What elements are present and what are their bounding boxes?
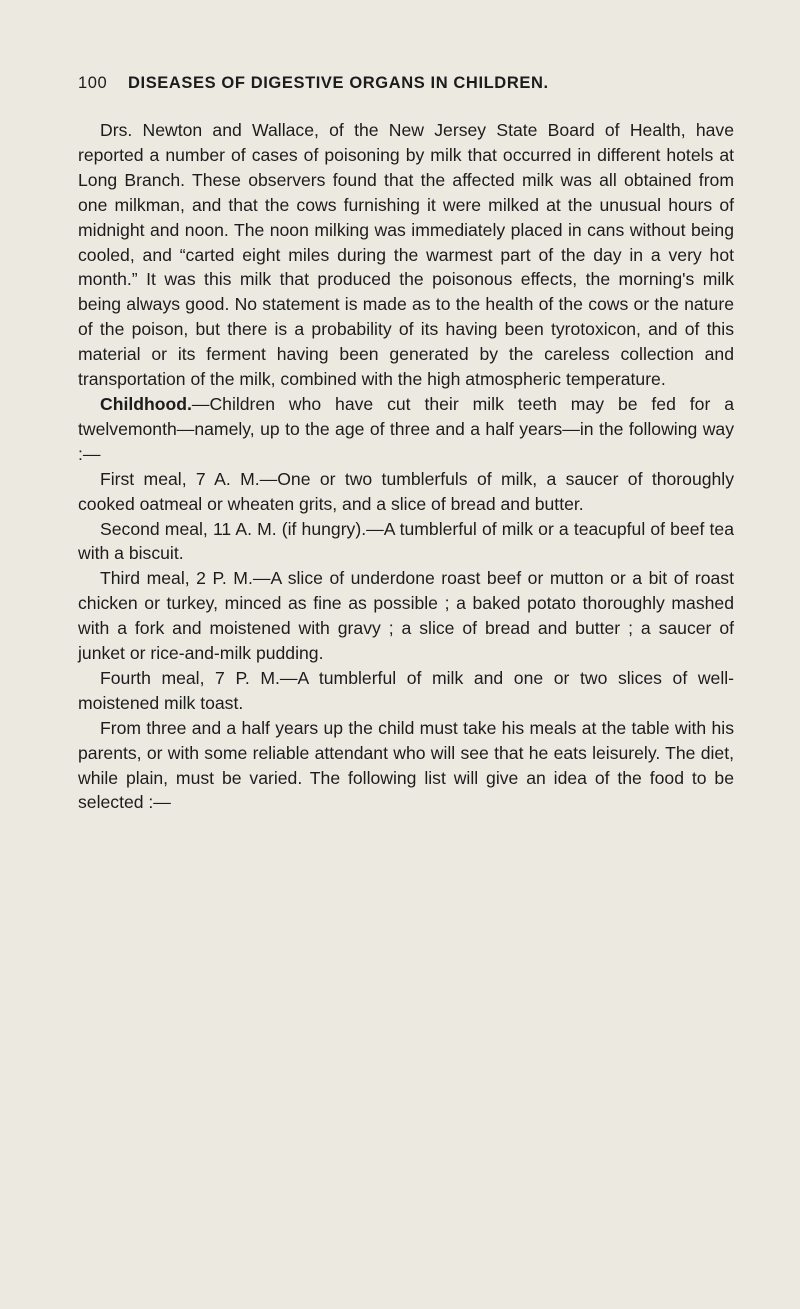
paragraph: From three and a half years up the child must take his meals at the table with his parents, or with some reliable attendant who will see that he eats leisurely. The diet, while plain, must be varied. The following list will give an idea of the food to be selected :— [78,717,734,813]
paragraph: First meal, 7 A. M.—One or two tumblerfuls of milk, a saucer of thoroughly cooked oatmeal or wheaten grits, and a slice of bread and butter. [78,468,734,514]
paragraph: Third meal, 2 P. M.—A slice of underdone roast beef or mutton or a bit of roast chicken or turkey, minced as fine as possible ; a baked potato thoroughly mashed with a fork and moistened with gravy ; a slice of bread and butter ; a saucer of junket or rice-and-milk pudding. [78,568,734,664]
running-title: DISEASES OF DIGESTIVE ORGANS IN CHILDREN. [128,74,549,92]
paragraph-text: —Children who have cut their milk teeth may be fed for a twelvemonth—namely, up to the age of three and a half years—in the following way :— [78,393,734,464]
page-number: 100 [78,74,108,92]
paragraph-childhood [78,392,734,467]
paragraph: Fourth meal, 7 P. M.—A tumblerful of milk and one or two slices of well-moistened milk toast. [78,667,734,713]
page-header [78,72,728,94]
body-text [78,118,734,815]
paragraph: Second meal, 11 A. M. (if hungry).—A tumblerful of milk or a teacupful of beef tea with a biscuit. [78,518,734,564]
paragraph: Drs. Newton and Wallace, of the New Jersey State Board of Health, have reported a number of cases of poisoning by milk that occurred in different hotels at Long Branch. These observers found that the affected milk was all obtained from one milkman, and that the cows furnishing it were milked at the unusual hours of midnight and noon. The noon milking was immediately placed in cans without being cooled, and “carted eight miles during the warmest part of the day in a very hot month.” It was this milk that produced the poisonous effects, the morning's milk being always good. No statement is made as to the health of the cows or the nature of the poison, but there is a probability of its having been tyrotoxicon, and of this material or its ferment having been generated by the careless collection and transportation of the milk, combined with the high atmospheric temperature. [78,120,734,390]
section-heading: Childhood. [100,393,192,414]
